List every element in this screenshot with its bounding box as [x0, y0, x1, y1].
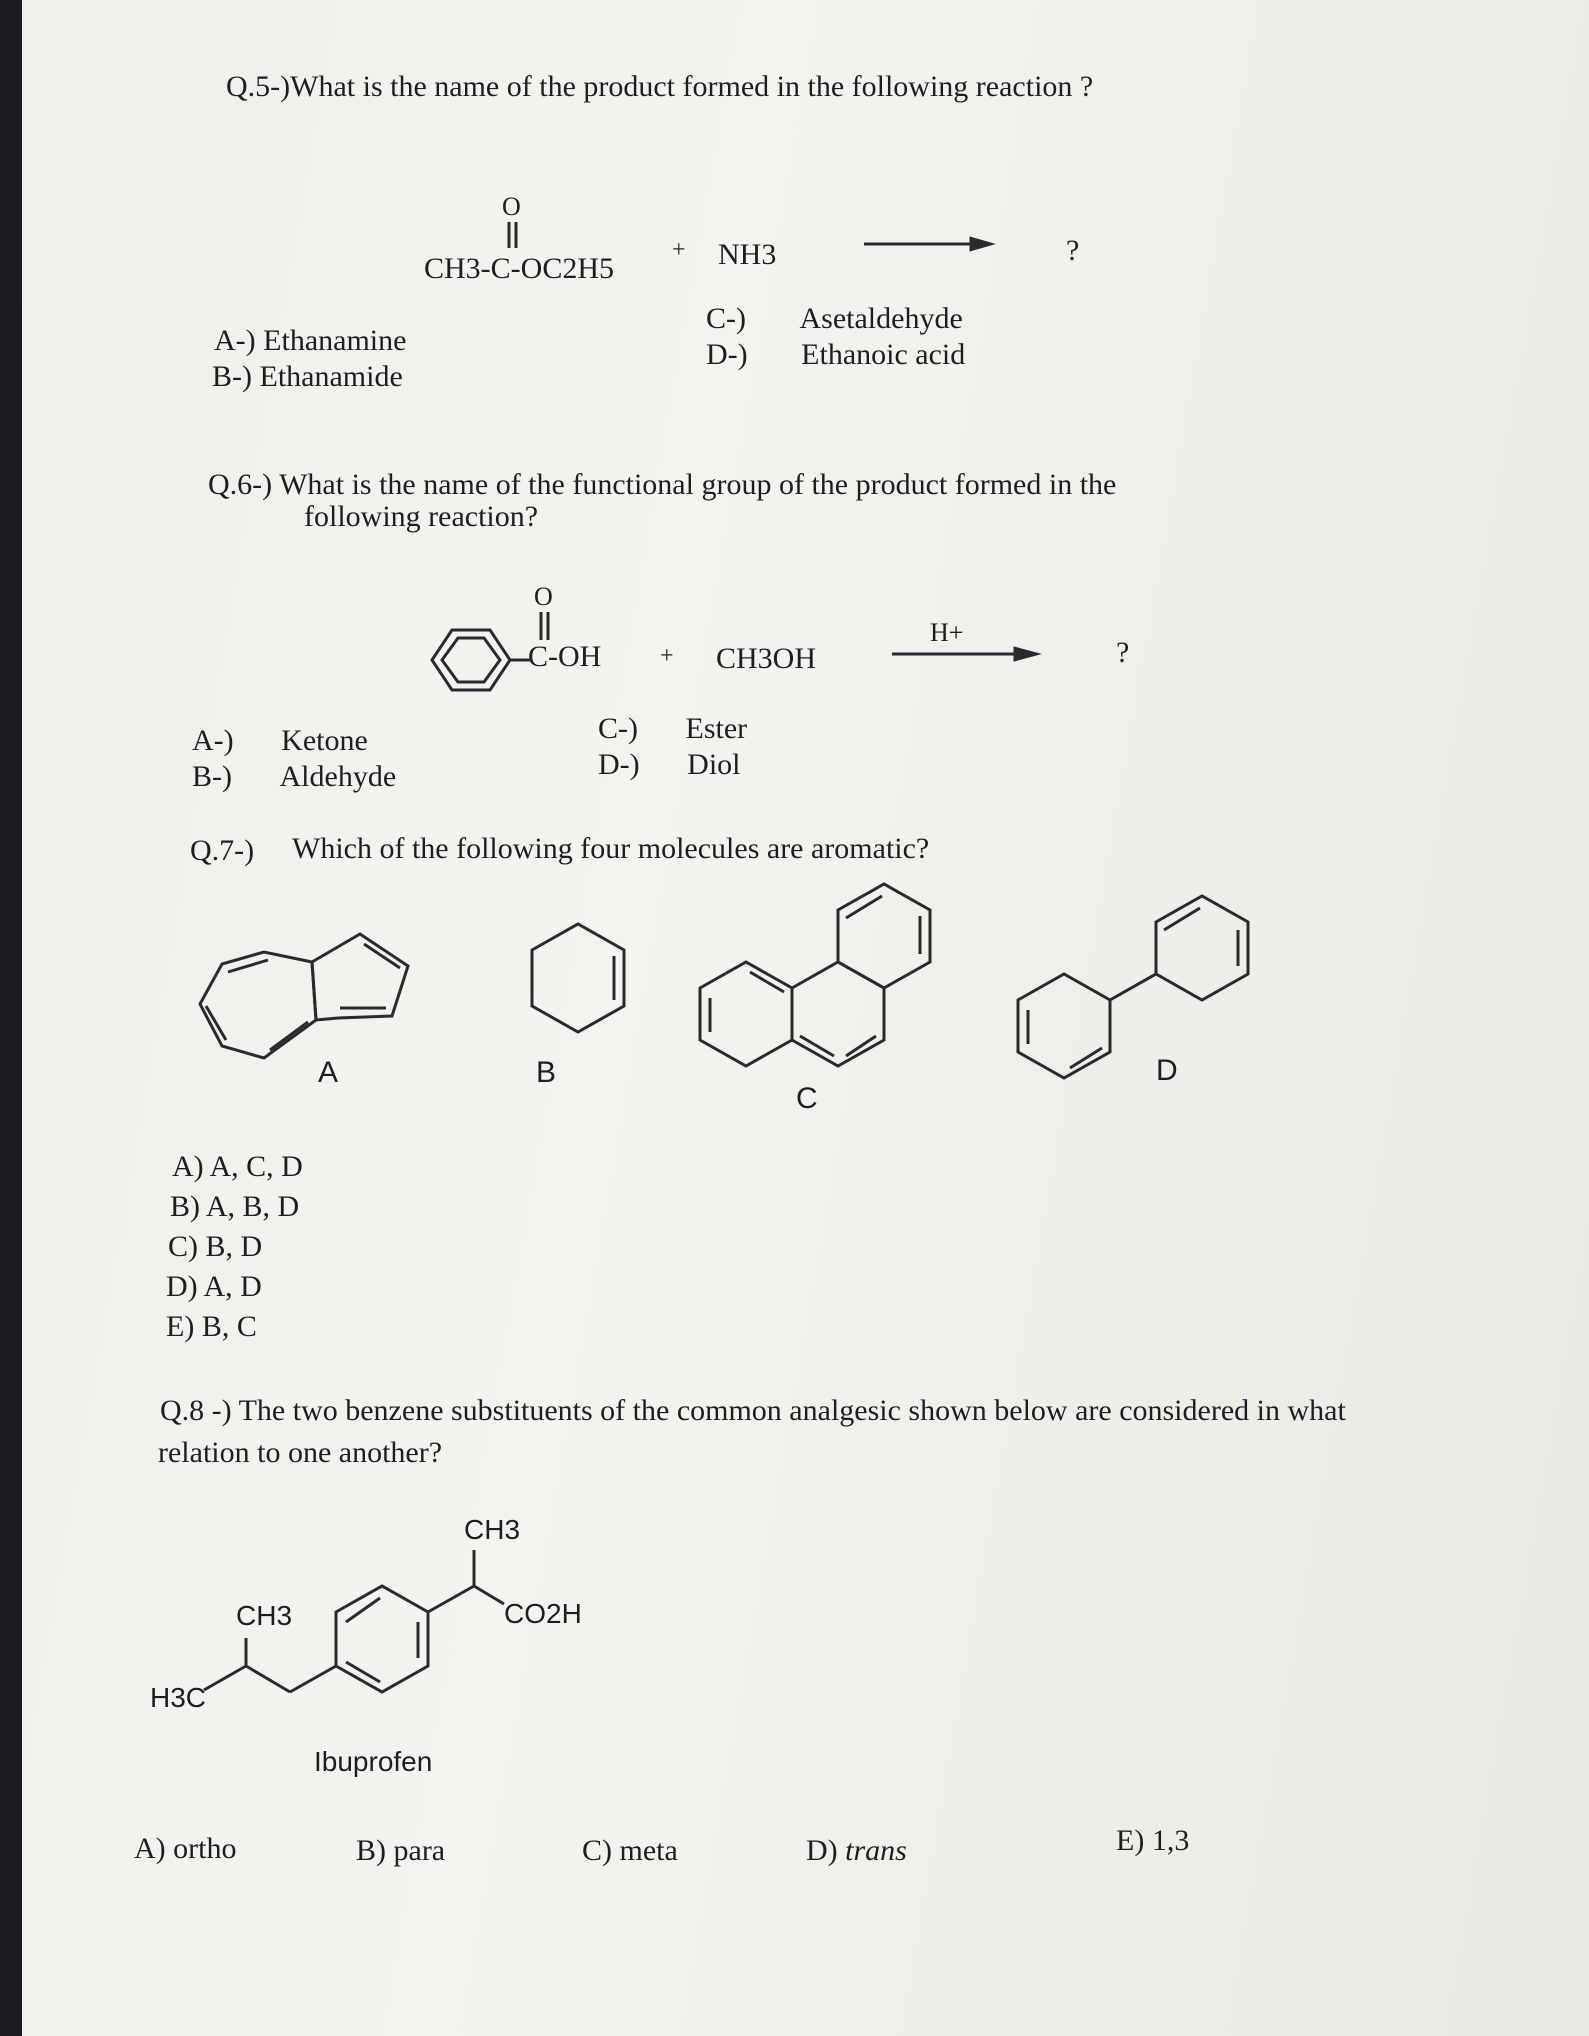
q8-option-b[interactable]: B) para — [356, 1834, 446, 1867]
q7-molecule-d-biphenyl — [1018, 896, 1248, 1078]
q6-question-line2: following reaction? — [304, 500, 539, 533]
q7-option-c[interactable]: C) B, D — [168, 1230, 263, 1263]
q5-carbonyl-bond — [509, 222, 516, 248]
q5-option-c-text: Asetaldehyde — [799, 302, 963, 335]
q6-option-b-letter: B-) — [192, 760, 232, 793]
q7-molecule-label-b: B — [536, 1056, 557, 1089]
q5-option-b-text: Ethanamide — [259, 360, 403, 393]
q7-molecule-a-azulene — [200, 934, 408, 1058]
q5-option-a-letter: A-) — [214, 324, 256, 357]
q7-question: Which of the following four molecules are aromatic? — [292, 832, 930, 865]
q8-ibuprofen-skeleton — [204, 1550, 504, 1692]
q5-question: Q.5-)What is the name of the product formed in the following reaction ? — [226, 70, 1094, 103]
q5-option-d-letter: D-) — [706, 338, 748, 371]
q6-plus: + — [660, 643, 674, 669]
q6-option-a-letter: A-) — [192, 724, 234, 757]
q7-molecule-c-phenanthrene — [700, 884, 930, 1066]
q6-product-unknown: ? — [1116, 636, 1130, 669]
q6-option-c-letter: C-) — [598, 712, 638, 745]
q7-molecule-b-cyclohexene — [532, 924, 624, 1032]
q6-catalyst: H+ — [930, 618, 964, 647]
q5-option-c-letter: C-) — [706, 302, 746, 335]
q5-option-b-letter: B-) — [212, 360, 252, 393]
q6-reagent: CH3OH — [716, 642, 817, 675]
q5-option-d-text: Ethanoic acid — [801, 338, 966, 371]
q6-benzene-ring — [432, 630, 532, 690]
q5-option-a-text: Ethanamine — [263, 324, 407, 357]
q6-acid-group: C-OH — [528, 640, 602, 673]
q8-ibuprofen-label: Ibuprofen — [314, 1746, 433, 1777]
q7-option-b[interactable]: B) A, B, D — [170, 1190, 300, 1223]
q6-option-d-text: Diol — [687, 748, 741, 781]
q8-co2h: CO2H — [504, 1598, 582, 1629]
q5-reagent: NH3 — [718, 238, 777, 271]
q6-option-c-text: Ester — [685, 712, 748, 745]
q6-carbonyl-oxygen: O — [534, 582, 553, 611]
q7-number: Q.7-) — [190, 834, 255, 867]
q5-reactant: CH3-C-OC2H5 — [424, 252, 615, 285]
q8-question-line2: relation to one another? — [158, 1436, 443, 1469]
q8-h3c: H3C — [150, 1682, 207, 1713]
q8-ch3-top: CH3 — [464, 1514, 521, 1545]
q8-option-c[interactable]: C) meta — [582, 1834, 678, 1867]
q7-molecule-label-d: D — [1156, 1054, 1178, 1087]
q6-option-b-text: Aldehyde — [279, 760, 397, 793]
q7-option-d[interactable]: D) A, D — [166, 1270, 262, 1303]
q6-option-d-letter: D-) — [598, 748, 640, 781]
q8-option-a[interactable]: A) ortho — [134, 1832, 237, 1865]
q6-carbonyl-bond — [541, 612, 548, 640]
q7-option-a[interactable]: A) A, C, D — [172, 1150, 303, 1183]
q5-carbonyl-oxygen: O — [502, 192, 521, 221]
q6-question-line1: Q.6-) What is the name of the functional group of the product formed in the — [208, 468, 1117, 501]
q5-plus: + — [672, 237, 686, 263]
q6-reaction-arrow — [892, 647, 1040, 661]
q7-molecule-label-a: A — [318, 1056, 339, 1089]
q8-option-d-text: trans — [845, 1834, 907, 1867]
q8-option-e[interactable]: E) 1,3 — [1116, 1824, 1190, 1857]
q7-molecule-label-c: C — [796, 1082, 818, 1115]
q8-ch3-left: CH3 — [236, 1600, 293, 1631]
q5-reaction-arrow — [864, 237, 994, 251]
q6-option-a-text: Ketone — [281, 724, 368, 757]
q8-question-line1: Q.8 -) The two benzene substituents of the common analgesic shown below are considered in what — [160, 1394, 1346, 1427]
q7-option-e[interactable]: E) B, C — [166, 1310, 257, 1343]
q8-option-d-prefix: D) — [806, 1834, 838, 1867]
q5-product-unknown: ? — [1066, 234, 1080, 267]
